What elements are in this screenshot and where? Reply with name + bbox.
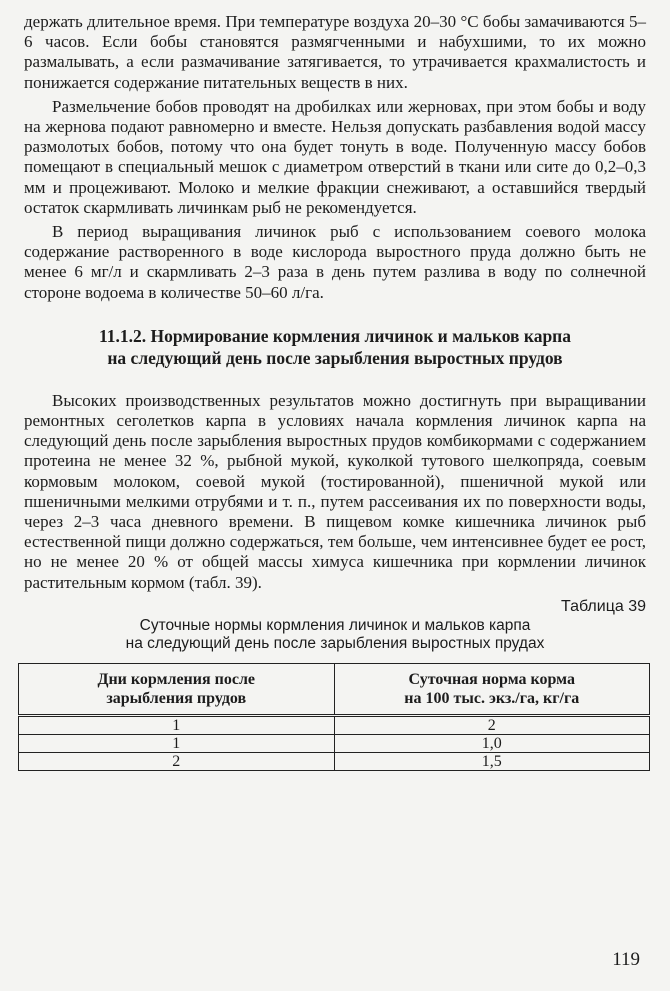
table-cell-day: 2 [19,752,335,770]
section-heading [24,325,646,369]
table-header-norm-line-2: на 100 тыс. экз./га, кг/га [404,689,580,707]
table-header-norm [334,663,650,715]
table-row [19,715,650,734]
table-caption-line-2: на следующий день после зарыбления выростных прудах [125,634,545,652]
table-caption [24,617,646,653]
paragraph-2: Размельчение бобов проводят на дробилках или жерновах, при этом бобы и воду на жернова подают равномерно и вместе. Нельзя допускать разбавления водой массу размолотых бобов, потому что она будет тонуть в воде. Полученную массу бобов помещают в специальный мешок с диаметром отверстий в ткани или сите до 0,2–0,3 мм и процеживают. Молоко и мелкие фракции снеживают, а оставшийся твердый остаток скармливать личинкам рыб не рекомендуется. [24,96,646,217]
table-row [19,752,650,770]
table-header-days-line-1: Дни кормления после [97,670,256,688]
table-number: Таблица 39 [561,597,646,615]
table-caption-line-1: Суточные нормы кормления личинок и мальков карпа [139,616,531,634]
paragraph-1: держать длительное время. При температуре воздуха 20–30 °С бобы замачиваются 5–6 часов. Если бобы становятся размягченными и набухшими, то их можно размалывать, а если размачивание затягивается, то утрачивается крахмалистость и понижается содержание питательных веществ в них. [24,12,646,92]
section-title-line-1: Нормирование кормления личинок и мальков карпа [150,325,572,346]
table-header-norm-line-1: Суточная норма корма [408,670,575,688]
paragraph-4: Высоких производственных результатов можно достигнуть при выращивании ремонтных сеголетков карпа в условиях начала кормления личинок карпа на следующий день после зарыбления выростных прудов комбикормами с содержанием протеина не менее 32 %, рыбной мукой, куколкой тутового шелкопряда, соевым кормовым молоком, соевой мукой (тостированной), пшеничной мукой или пшеничными мелкими отрубями и т. п., путем рассеивания их по поверхности воды, через 2–3 часа дневного времени. В пищевом комке кишечника личинок рыб естественной пищи должно содержаться, тем больше, чем интенсивнее будет ее рост, но не менее 20 % от общей массы химуса кишечника при кормлении личинок растительным кормом (табл. 39). [24,390,646,592]
feeding-norms-table [18,663,650,771]
paragraph-3: В период выращивания личинок рыб с использованием соевого молока содержание растворенного в воде кислорода выростного пруда должно быть не менее 6 мг/л и скармливать 2–3 раза в день путем разлива в воду по солнечной стороне водоема в количестве 50–60 л/га. [24,222,646,302]
table-cell-norm: 2 [334,715,650,734]
section-heading-line-1 [24,325,646,347]
table-cell-day: 1 [19,734,335,752]
table-header-days [19,663,335,715]
table-cell-day: 1 [19,715,335,734]
table-header-row [19,663,650,715]
table-cell-norm: 1,0 [334,734,650,752]
table-row [19,734,650,752]
table-cell-norm: 1,5 [334,752,650,770]
table-header-days-line-2: зарыбления прудов [106,689,247,707]
section-number: 11.1.2. [98,325,147,346]
section-title-line-2: на следующий день после зарыбления выростных прудов [107,347,563,368]
page-number: 119 [612,949,640,970]
